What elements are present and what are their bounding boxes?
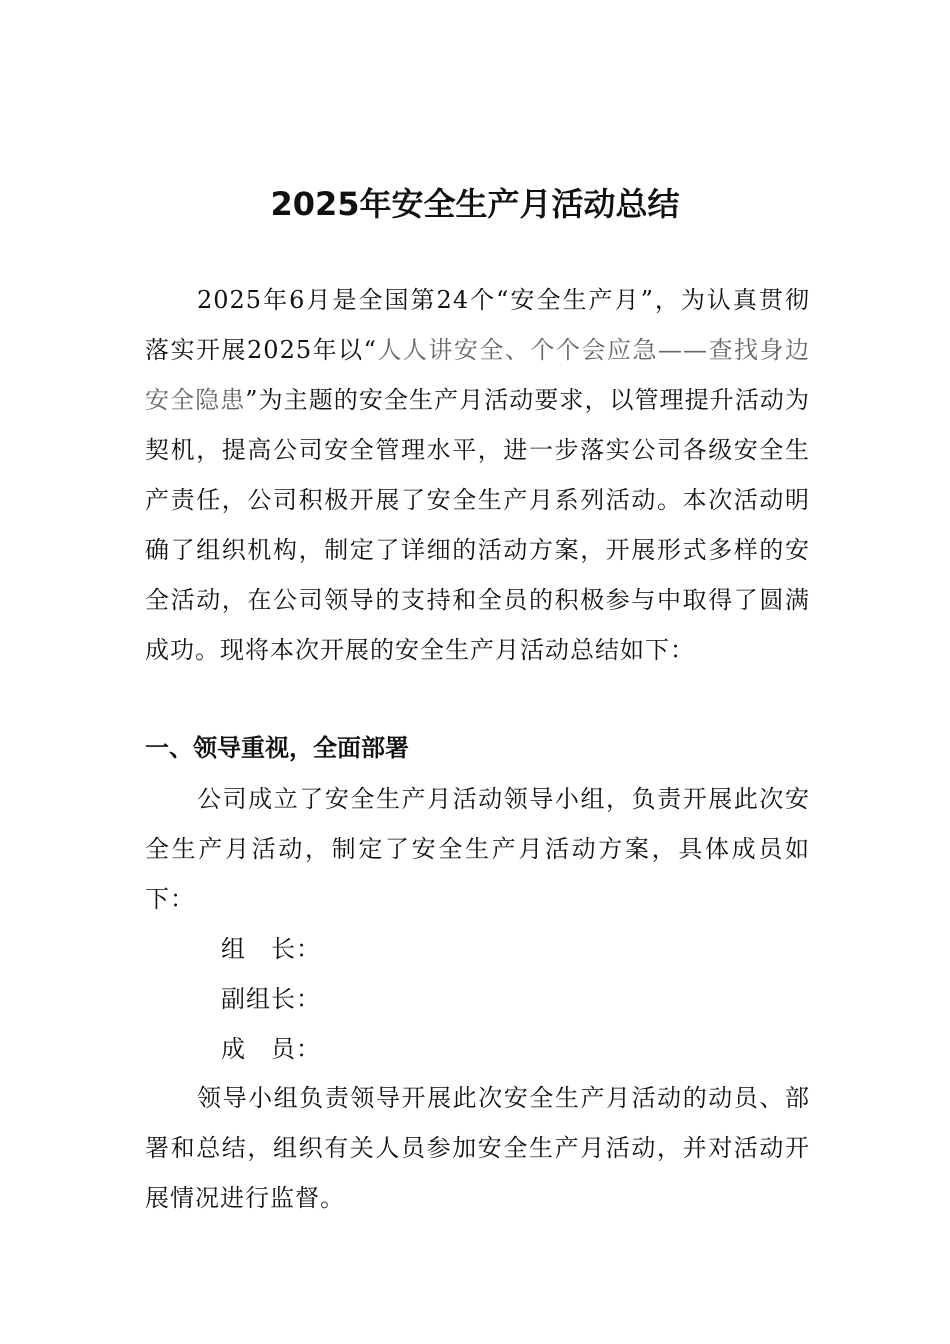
intro-paragraph bbox=[145, 275, 810, 675]
section1-paragraph: 公司成立了安全生产月活动领导小组，负责开展此次安全生产月活动，制定了安全生产月活动方案，具体成员如下： bbox=[145, 785, 810, 913]
section1-closing-paragraph: 领导小组负责领导开展此次安全生产月活动的动员、部署和总结，组织有关人员参加安全生产月活动，并对活动开展情况进行监督。 bbox=[145, 1084, 810, 1212]
member-line-leader: 组 长： bbox=[221, 935, 321, 963]
member-line-members: 成 员： bbox=[221, 1035, 321, 1063]
intro-text-part1: 2025年6月是全国第24个“安全生产月”，为认真贯彻落实开展2025年以“ bbox=[145, 286, 810, 364]
member-line-deputy-leader: 副组长： bbox=[221, 985, 321, 1013]
intro-theme-text: 人人讲安全、个个会应急——查找身边安全隐患 bbox=[145, 336, 810, 414]
intro-text-part2: ”为主题的安全生产月活动要求，以管理提升活动为契机，提高公司安全管理水平，进一步落实公司各级安全生产责任，公司积极开展了安全生产月系列活动。本次活动明确了组织机构，制定了详细的活动方案，开展形式多样的安全活动，在公司领导的支持和全员的积极参与中取得了圆满成功。现将本次开展的安全生产月活动总结如下： bbox=[145, 386, 810, 664]
section-heading-1: 一、领导重视，全面部署 bbox=[145, 734, 409, 762]
document-title: 2025年安全生产月活动总结 bbox=[270, 185, 680, 223]
